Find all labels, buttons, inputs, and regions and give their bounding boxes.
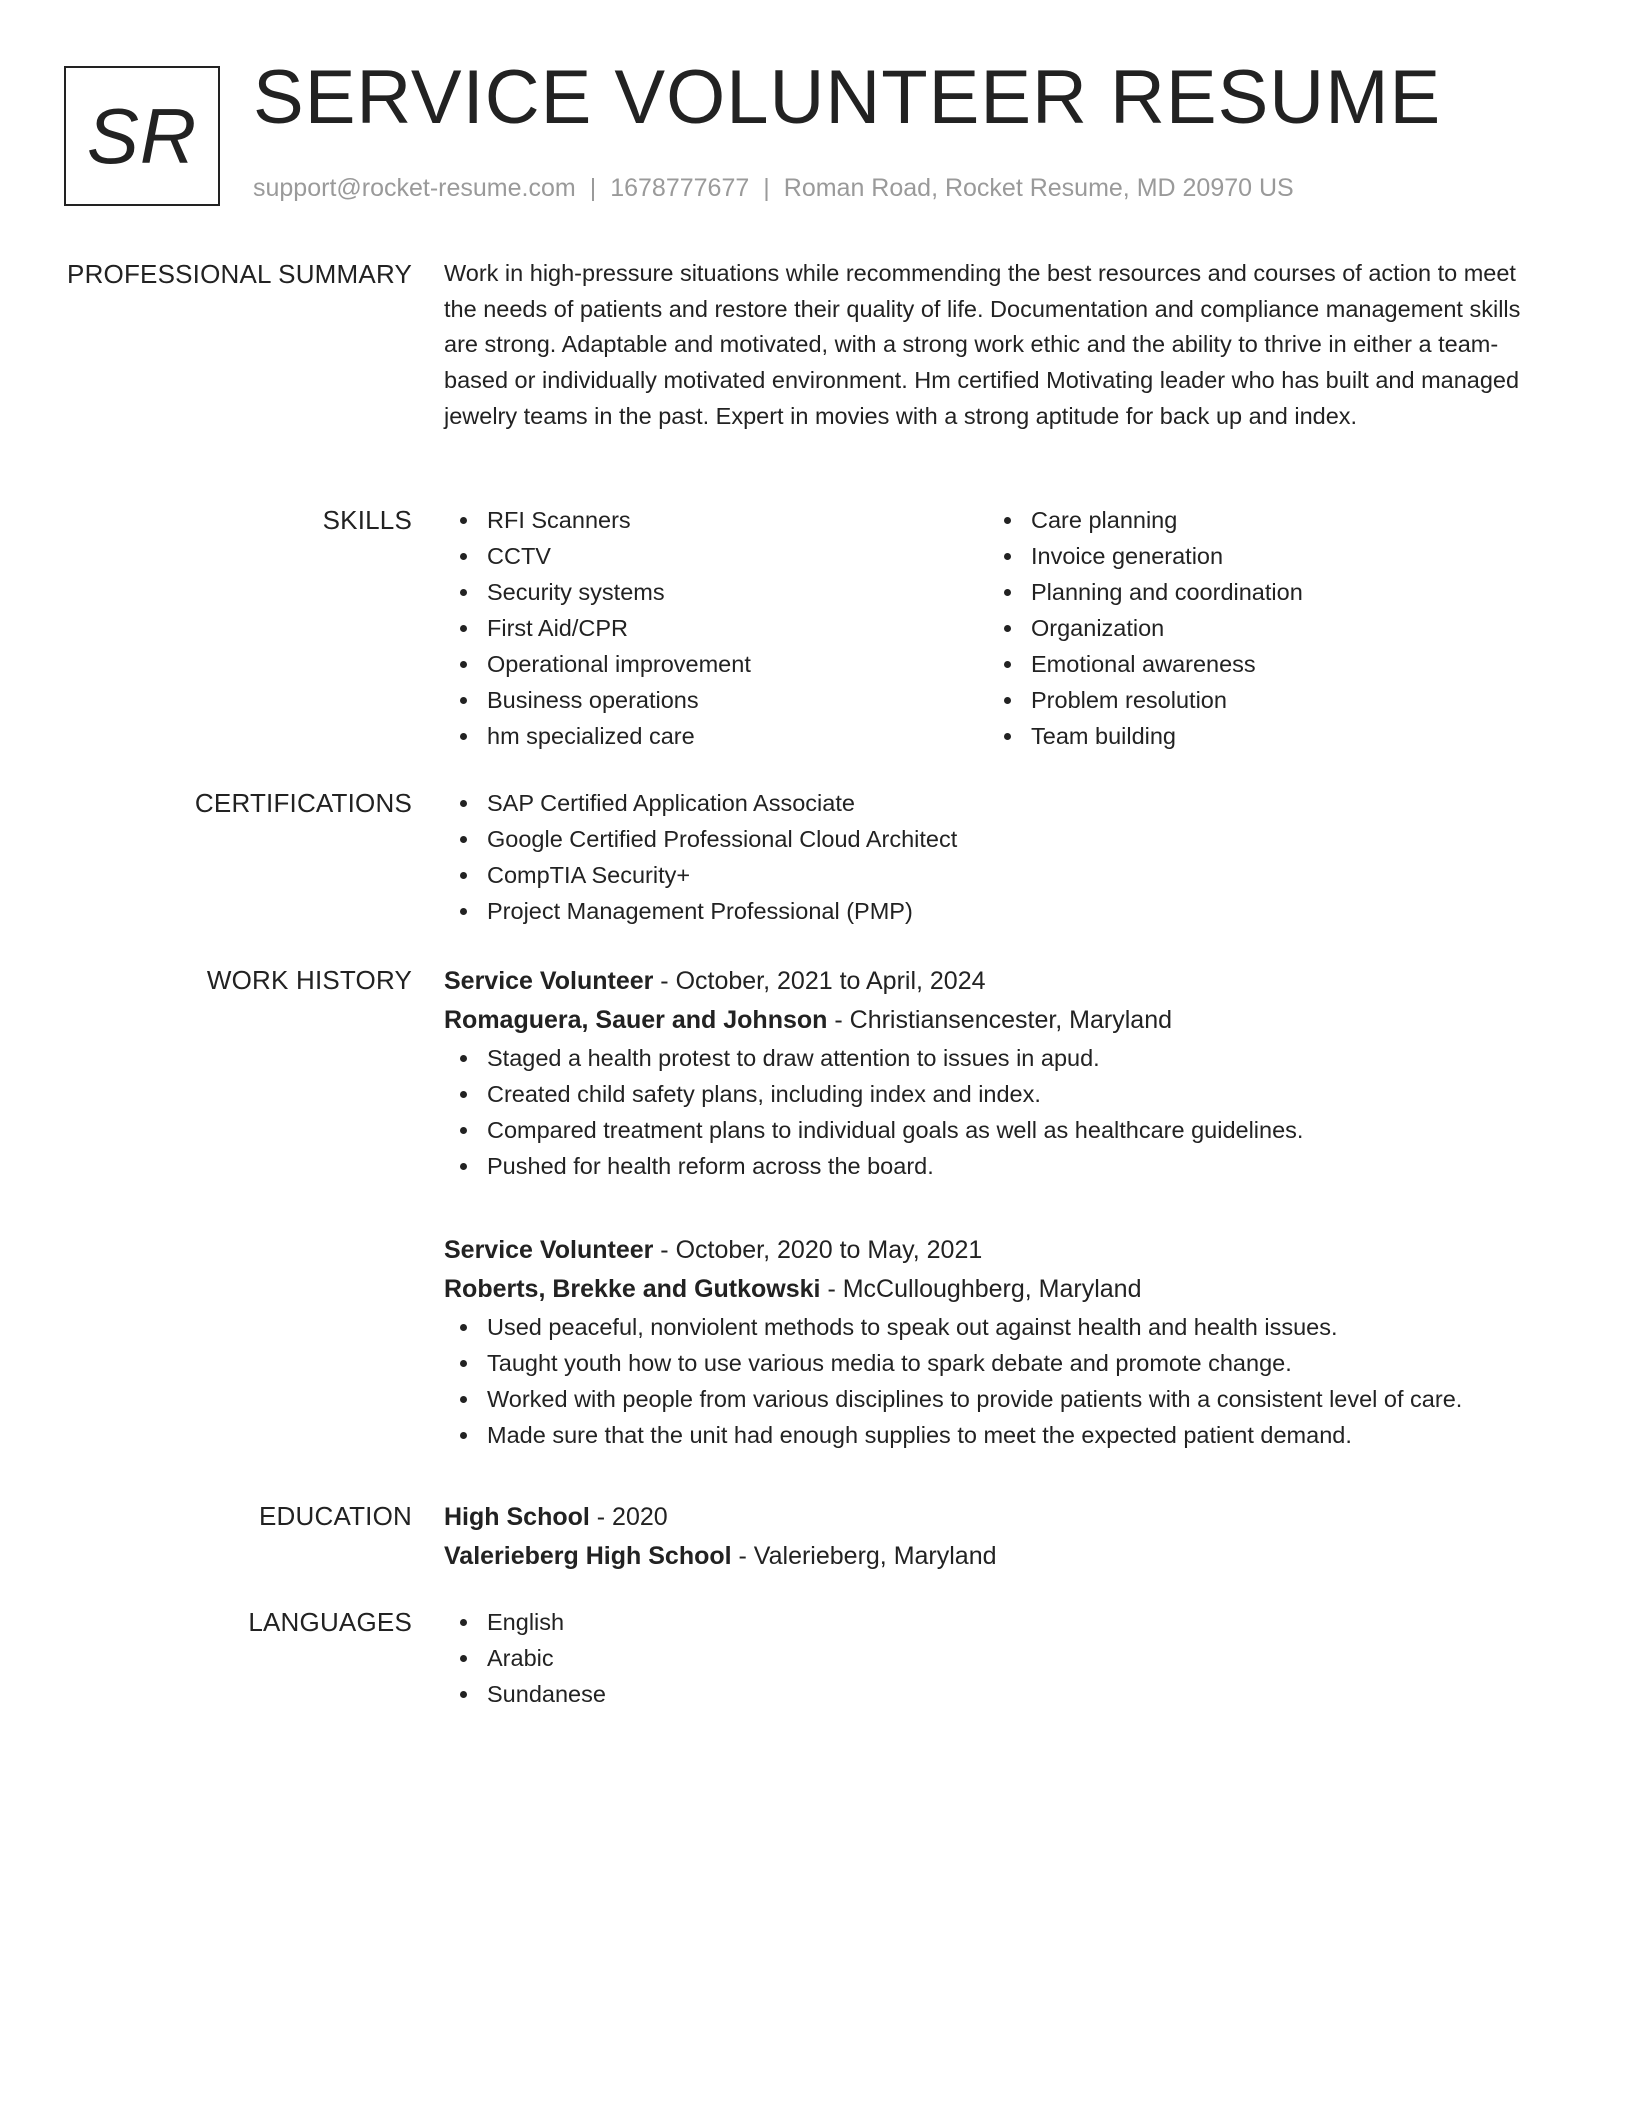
job-location: - McCulloughberg, Maryland [820, 1275, 1142, 1303]
certification-item: CompTIA Security+ [444, 857, 1532, 893]
education-school-line [444, 1537, 1532, 1576]
section-label-education: EDUCATION [259, 1501, 412, 1531]
skills-list-left [444, 502, 988, 754]
skill-item: Organization [988, 610, 1532, 646]
section-label-summary: PROFESSIONAL SUMMARY [67, 259, 412, 289]
education-body [444, 1498, 1532, 1576]
skills-body [444, 502, 1532, 754]
skill-item: Team building [988, 718, 1532, 754]
job-dates: - October, 2020 to May, 2021 [653, 1236, 983, 1264]
education-location: - Valerieberg, Maryland [731, 1542, 997, 1570]
skills-list-right [988, 502, 1532, 754]
job-duty: Staged a health protest to draw attention to issues in apud. [444, 1040, 1532, 1076]
job-duty: Worked with people from various disciplines to provide patients with a consistent level of care. [444, 1381, 1532, 1417]
language-item: English [444, 1604, 1532, 1640]
section-label-languages: LANGUAGES [248, 1607, 412, 1637]
education-year: - 2020 [589, 1503, 668, 1531]
section-label-skills: SKILLS [322, 505, 412, 535]
job-company: Roberts, Brekke and Gutkowski [444, 1275, 821, 1303]
section-label-work: WORK HISTORY [206, 965, 412, 995]
job-title-line [444, 1231, 1532, 1270]
skill-item: Business operations [444, 682, 988, 718]
job-duty: Compared treatment plans to individual goals as well as healthcare guidelines. [444, 1112, 1532, 1148]
skill-item: Planning and coordination [988, 574, 1532, 610]
contact-separator: | [763, 174, 770, 202]
job-entry [444, 962, 1532, 1184]
job-duties-list [444, 1040, 1532, 1184]
contact-line [253, 173, 1294, 203]
contact-email[interactable]: support@rocket-resume.com [253, 174, 576, 202]
job-title: Service Volunteer [444, 967, 654, 995]
job-dates: - October, 2021 to April, 2024 [653, 967, 986, 995]
work-body [444, 962, 1532, 1448]
monogram-box [64, 66, 220, 206]
job-company-line [444, 1001, 1532, 1040]
skill-item: Care planning [988, 502, 1532, 538]
job-title-line [444, 962, 1532, 1001]
monogram-initials: SR [86, 91, 198, 180]
section-label-certifications: CERTIFICATIONS [194, 788, 412, 818]
job-entry [444, 1231, 1532, 1453]
education-degree-line [444, 1498, 1532, 1537]
job-duty: Pushed for health reform across the board. [444, 1148, 1532, 1184]
certification-item: Google Certified Professional Cloud Architect [444, 821, 1532, 857]
language-item: Sundanese [444, 1676, 1532, 1712]
job-location: - Christiansencester, Maryland [827, 1006, 1173, 1034]
job-duties-list [444, 1309, 1532, 1453]
certification-item: SAP Certified Application Associate [444, 785, 1532, 821]
job-duty: Used peaceful, nonviolent methods to speak out against health and health issues. [444, 1309, 1532, 1345]
resume-title: SERVICE VOLUNTEER RESUME [253, 55, 1442, 140]
certifications-body [444, 785, 1532, 929]
languages-list [444, 1604, 1532, 1712]
contact-address: Roman Road, Rocket Resume, MD 20970 US [783, 174, 1294, 202]
job-duty: Created child safety plans, including index and index. [444, 1076, 1532, 1112]
job-duty: Taught youth how to use various media to spark debate and promote change. [444, 1345, 1532, 1381]
language-item: Arabic [444, 1640, 1532, 1676]
contact-phone[interactable]: 1678777677 [610, 174, 750, 202]
job-title: Service Volunteer [444, 1236, 654, 1264]
education-school: Valerieberg High School [444, 1542, 732, 1570]
skill-item: Security systems [444, 574, 988, 610]
skill-item: Problem resolution [988, 682, 1532, 718]
skill-item: RFI Scanners [444, 502, 988, 538]
skill-item: CCTV [444, 538, 988, 574]
skill-item: Operational improvement [444, 646, 988, 682]
skill-item: hm specialized care [444, 718, 988, 754]
certifications-list [444, 785, 1532, 929]
certification-item: Project Management Professional (PMP) [444, 893, 1532, 929]
contact-separator: | [589, 174, 597, 202]
languages-body [444, 1604, 1532, 1712]
job-duty: Made sure that the unit had enough supplies to meet the expected patient demand. [444, 1417, 1532, 1453]
education-degree: High School [444, 1503, 590, 1531]
skill-item: First Aid/CPR [444, 610, 988, 646]
skill-item: Invoice generation [988, 538, 1532, 574]
summary-text: Work in high-pressure situations while recommending the best resources and courses of action to meet the needs of patients and restore their quality of life. Documentation and compliance management skills are strong. Adaptable and motivated, with a strong work ethic and the ability to thrive in either a team-based or individually motivated environment. Hm certified Motivating leader who has built and managed jewelry teams in the past. Expert in movies with a strong aptitude for back up and index. [444, 260, 1521, 429]
skill-item: Emotional awareness [988, 646, 1532, 682]
job-company: Romaguera, Sauer and Johnson [444, 1006, 828, 1034]
job-company-line [444, 1270, 1532, 1309]
summary-body [444, 256, 1532, 435]
